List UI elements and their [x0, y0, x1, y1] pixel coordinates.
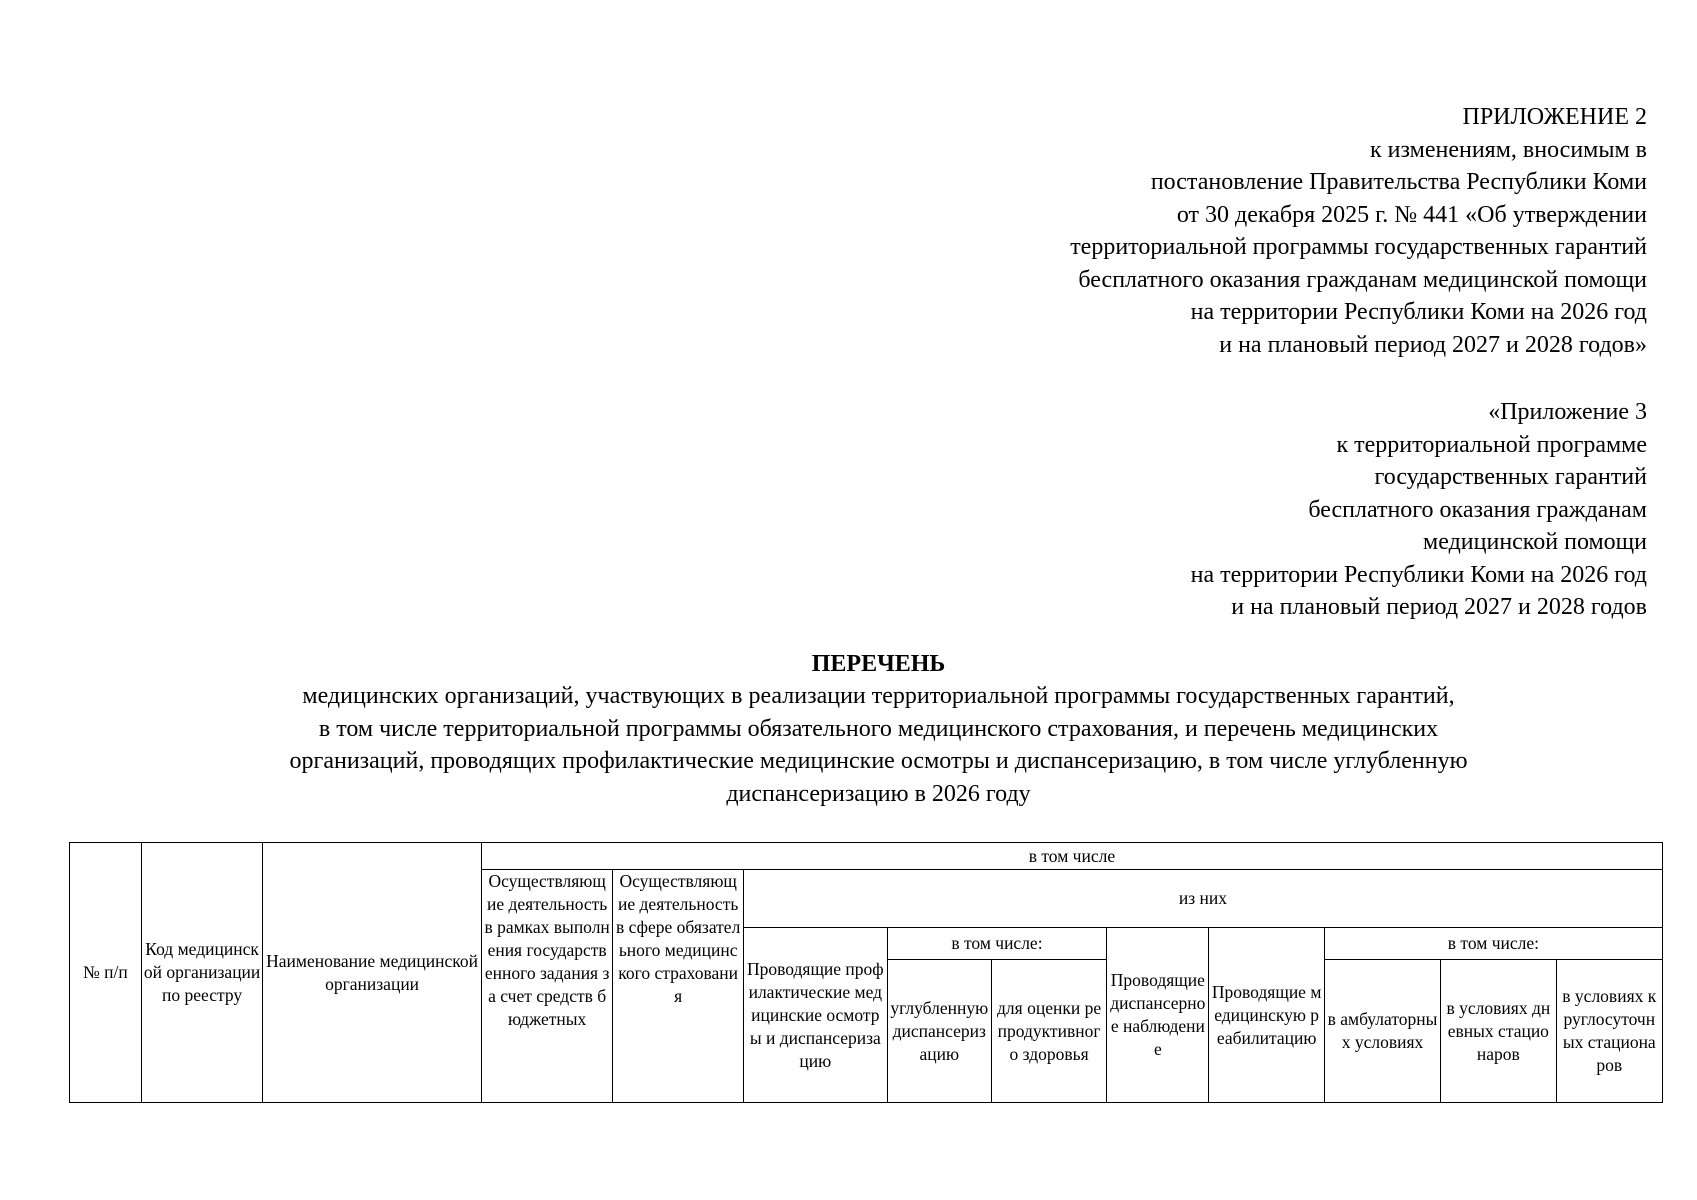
- document-title-block: [0, 648, 1697, 810]
- header-repro: для оценки репродуктивного здоровья: [991, 960, 1106, 1103]
- appendix-3-header: [1191, 396, 1647, 624]
- appendix-3-line: и на плановый период 2027 и 2028 годов: [1231, 594, 1647, 620]
- appendix-3-line: «Приложение 3: [1488, 399, 1647, 425]
- appendix-2-header: [1070, 101, 1647, 361]
- subtitle-line: диспансеризацию в 2026 году: [726, 780, 1031, 807]
- header-day: в условиях дневных стационаров: [1441, 960, 1556, 1103]
- document-title: ПЕРЕЧЕНЬ: [811, 651, 946, 677]
- appendix-3-line: бесплатного оказания гражданам: [1308, 496, 1647, 523]
- header-num: № п/п: [70, 843, 142, 1103]
- subtitle-line: организаций, проводящих профилактические медицинские осмотры и диспансеризацию, в том числе углубленную: [289, 748, 1468, 774]
- appendix-2-line: ПРИЛОЖЕНИЕ 2: [1462, 104, 1647, 130]
- appendix-2-line: на территории Республики Коми на 2026 год: [1190, 299, 1647, 325]
- subtitle-line: в том числе территориальной программы обязательного медицинского страхования, и перечень медицинских: [318, 715, 1439, 742]
- header-deep: углубленную диспансеризацию: [887, 960, 991, 1103]
- appendix-3-line: к территориальной программе: [1336, 431, 1647, 458]
- header-rehab: Проводящие медицинскую реабилитацию: [1209, 928, 1324, 1103]
- header-of-them: из них: [743, 870, 1662, 928]
- header-including: в том числе: [481, 843, 1662, 870]
- header-incl-a: в том числе:: [887, 928, 1107, 960]
- header-ambul: в амбулаторных условиях: [1324, 960, 1440, 1103]
- appendix-3-line: государственных гарантий: [1374, 464, 1647, 490]
- header-round: в условиях круглосуточных стационаров: [1556, 960, 1662, 1103]
- appendix-2-line: и на плановый период 2027 и 2028 годов»: [1219, 331, 1647, 358]
- organizations-table: [69, 842, 1663, 1103]
- header-oms: Осуществляющие деятельность в сфере обязательного медицинского страхования: [613, 870, 744, 1103]
- header-name: Наименование медицинской организации: [263, 843, 482, 1103]
- appendix-2-line: территориальной программы государственных гарантий: [1070, 234, 1647, 260]
- appendix-2-line: бесплатного оказания гражданам медицинской помощи: [1078, 266, 1647, 293]
- appendix-3-line: на территории Республики Коми на 2026 год: [1190, 561, 1647, 588]
- header-incl-b: в том числе:: [1324, 928, 1662, 960]
- appendix-2-line: постановление Правительства Республики Коми: [1150, 169, 1647, 195]
- header-disp-obs: Проводящие диспансерное наблюдение: [1107, 928, 1209, 1103]
- appendix-3-line: медицинской помощи: [1423, 529, 1647, 555]
- subtitle-line: медицинских организаций, участвующих в реализации территориальной программы государственных гарантий,: [302, 683, 1455, 709]
- appendix-2-line: к изменениям, вносимым в: [1370, 136, 1647, 163]
- appendix-2-line: от 30 декабря 2025 г. № 441 «Об утверждении: [1176, 201, 1647, 228]
- document-subtitle: [0, 680, 1697, 810]
- header-budget: Осуществляющие деятельность в рамках выполнения государственного задания за счет средств бюджетных: [481, 870, 613, 1103]
- header-code: Код медицинской организации по реестру: [141, 843, 262, 1103]
- header-prof: Проводящие профилактические медицинские осмотры и диспансеризацию: [743, 928, 887, 1103]
